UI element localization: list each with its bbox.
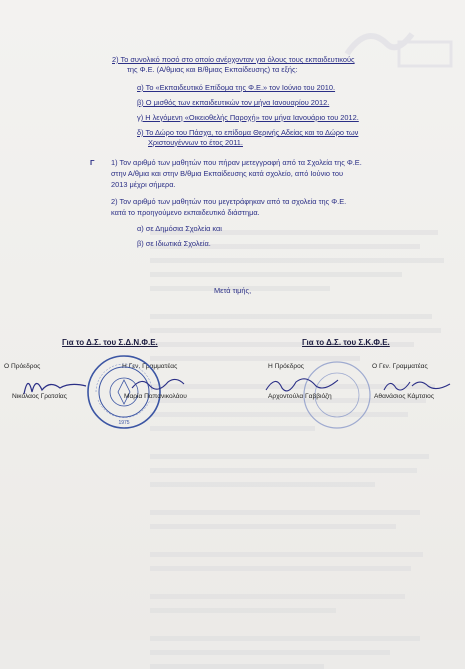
right-president-role: Η Πρόεδρος: [268, 363, 304, 370]
section-g-q1-line1: 1) Τον αριθμό των μαθητών που πήραν μετεγγραφή από τα Σχολεία της Φ.Ε.: [111, 158, 362, 167]
section-g-opt-a: α) σε Δημόσια Σχολεία και: [137, 224, 222, 233]
stamp-year: 1975: [118, 420, 130, 426]
left-president-role: Ο Πρόεδρος: [4, 363, 41, 370]
item2-b: β) Ο μισθός των εκπαιδευτικών τον μήνα Ιανουαρίου 2012.: [137, 98, 330, 107]
section-g-opt-b: β) σε Ιδιωτικά Σχολεία.: [137, 239, 211, 248]
item2-intro-line1: 2) Το συνολικό ποσό στο οποίο ανέρχονταν για όλους τους εκπαιδευτικούς: [112, 55, 355, 64]
left-secretary-name: Μαρία Παπανικολάου: [124, 393, 187, 400]
item2-d-line2: Χριστουγέννων το έτος 2011.: [148, 138, 243, 147]
item2-d-line1: δ) Το Δώρο του Πάσχα, το επίδομα Θερινής Αδείας και το Δώρο των: [137, 128, 359, 137]
item2-intro-line2: της Φ.Ε. (Α/θμιας και Β/θμιας Εκπαίδευσης) τα εξής:: [127, 65, 298, 74]
left-secretary-role: Η Γεν. Γραμματέας: [122, 363, 178, 370]
item2-c: γ) Η λεγόμενη «Οικειοθελής Παροχή» τον μήνα Ιανουάριο του 2012.: [137, 113, 359, 122]
right-president-name: Αρχοντούλα Γαββιόζη: [268, 393, 332, 400]
section-g-letter: Γ: [90, 158, 95, 167]
section-g-q2-line1: 2) Τον αριθμό των μαθητών που μεγετράφηκαν από τα σχολεία της Φ.Ε.: [111, 197, 347, 206]
section-g-q1-line3: 2013 μέχρι σήμερα.: [111, 180, 176, 189]
left-president-name: Νικόλαος Γρατσίας: [12, 393, 67, 400]
right-secretary-name: Αθανάσιος Κάμτσιος: [374, 393, 435, 400]
closing: Μετά τιμής,: [214, 286, 252, 295]
watermark-logo: [337, 14, 457, 74]
section-g-q1-line2: στην Α/θμια και στην Β/θμια Εκπαίδευσης κατά σχολείο, από Ιούνιο του: [111, 169, 344, 178]
right-secretary-role: Ο Γεν. Γραμματέας: [372, 363, 428, 370]
left-heading: Για το Δ.Σ. του Σ.Δ.Ν.Φ.Ε.: [62, 338, 158, 347]
section-g-q2-line2: κατά το προηγούμενο εκπαιδευτικό διάστημα.: [111, 208, 260, 217]
right-heading: Για το Δ.Σ. του Σ.Κ.Φ.Ε.: [302, 338, 390, 347]
item2-a: α) Το «Εκπαιδευτικό Επίδομα της Φ.Ε.» τον Ιούνιο του 2010.: [137, 83, 336, 92]
